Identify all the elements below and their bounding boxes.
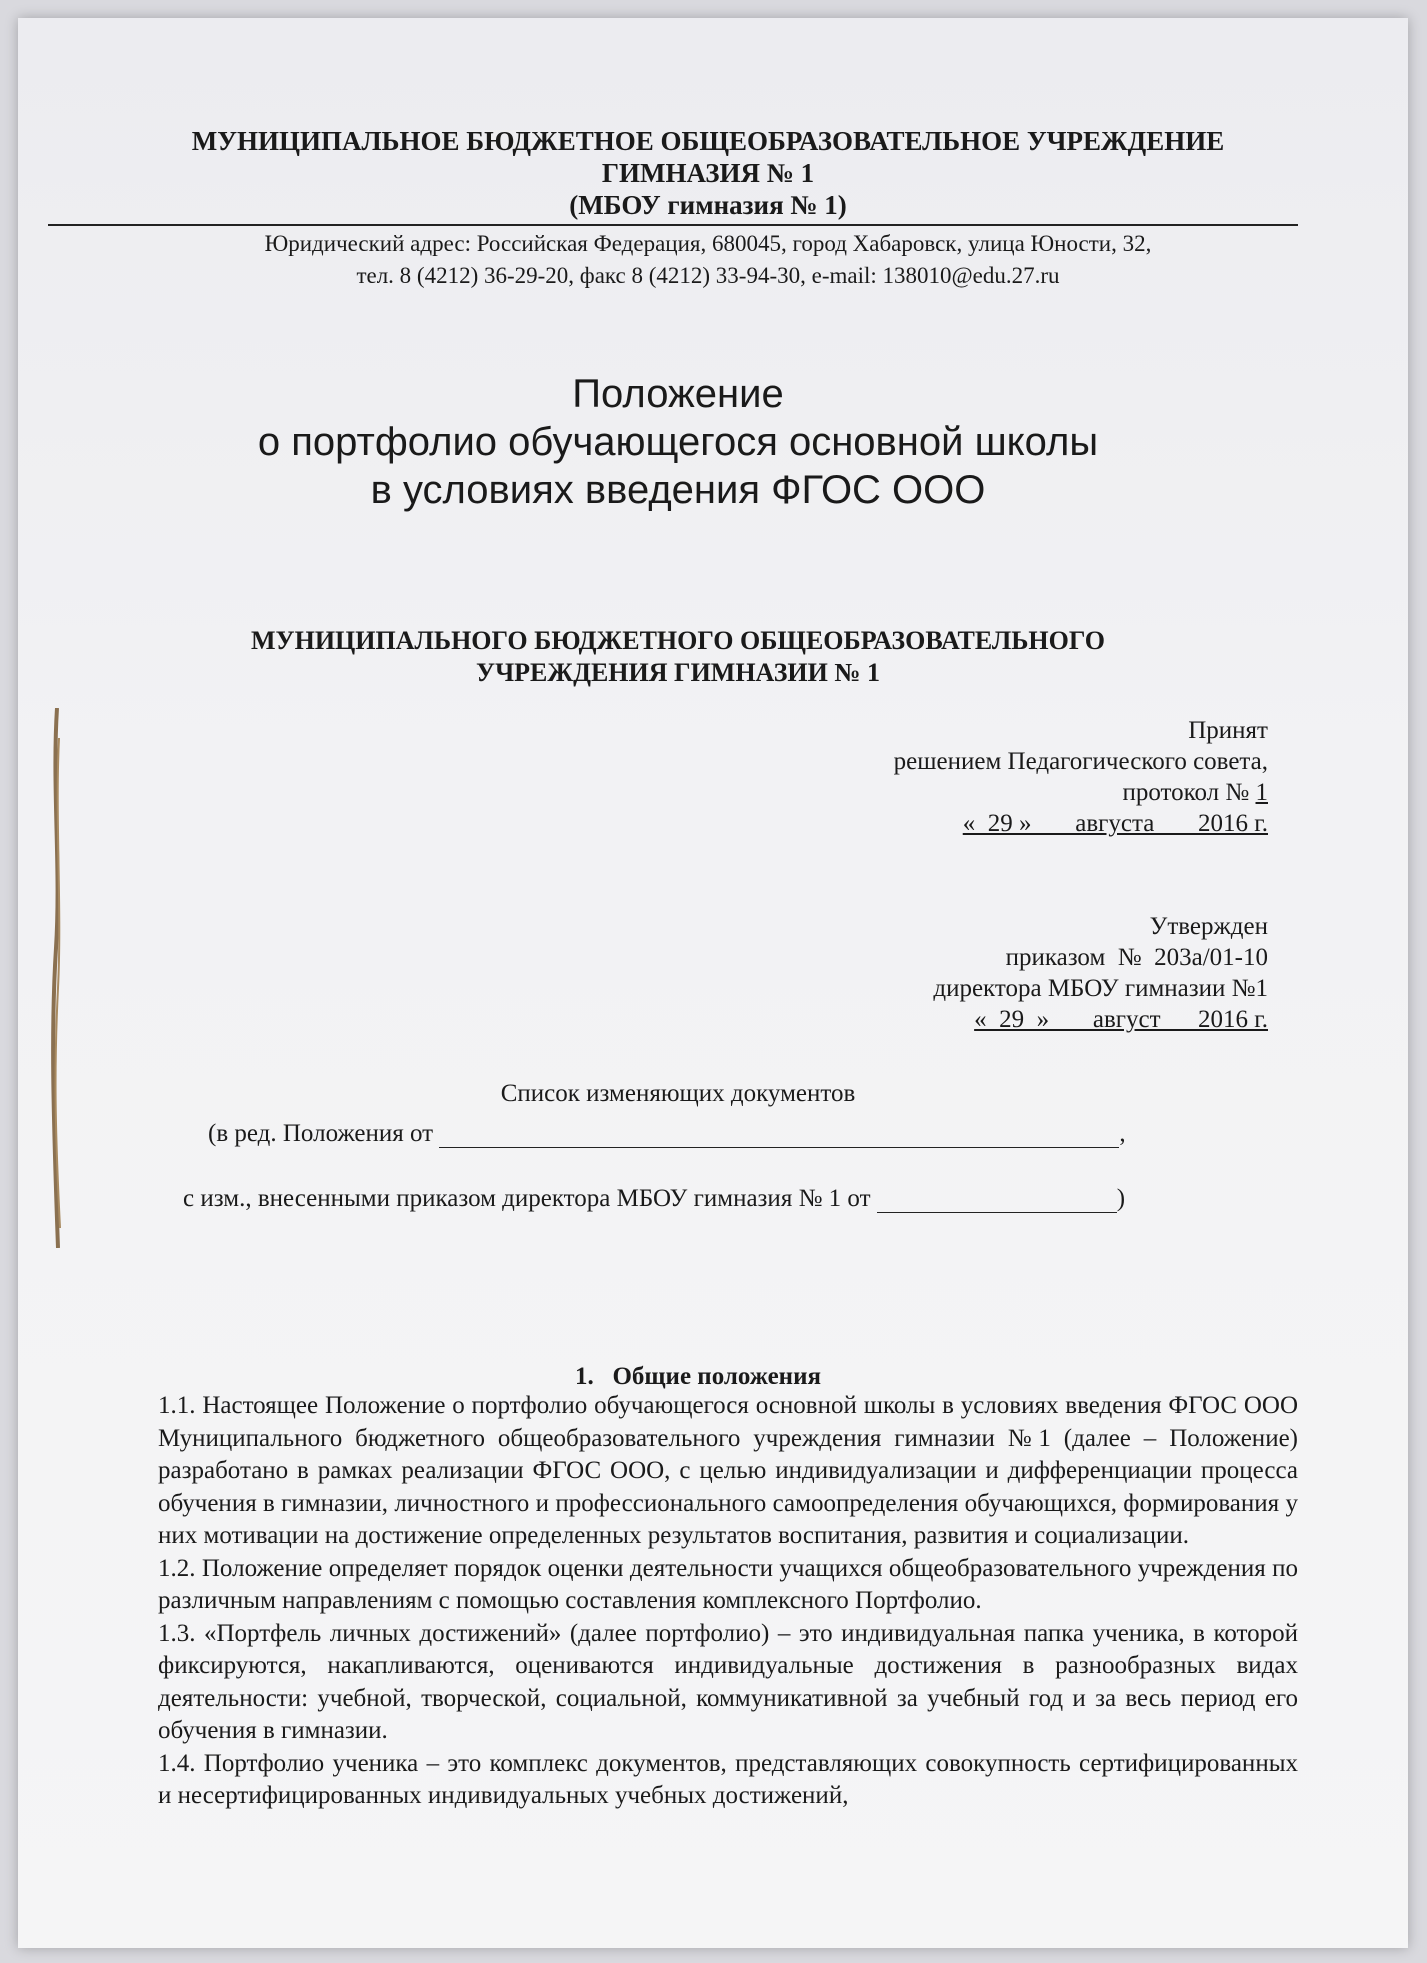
- org-address: [118, 228, 1298, 292]
- institution-line1: МУНИЦИПАЛЬНОГО БЮДЖЕТНОГО ОБЩЕОБРАЗОВАТЕЛЬНОГО: [250, 626, 1105, 655]
- blank-field: [439, 1125, 1119, 1148]
- section-body: [158, 1390, 1298, 1813]
- protocol-number: 1: [1255, 779, 1268, 806]
- title-line1: Положение: [572, 372, 784, 416]
- org-name-short: (МБОУ гимназия № 1): [569, 190, 847, 220]
- approved-order: приказом № 203а/01-10: [1005, 944, 1268, 971]
- changes-line1-prefix: (в ред. Положения от: [208, 1120, 434, 1147]
- org-name-line2: ГИМНАЗИЯ № 1: [601, 158, 815, 188]
- changes-line2: [183, 1185, 1125, 1213]
- header-rule: [48, 224, 1298, 226]
- institution-line2: УЧРЕЖДЕНИЯ ГИМНАЗИИ № 1: [475, 658, 880, 687]
- changes-line1: [208, 1120, 1126, 1148]
- changes-title: Список изменяющих документов: [500, 1080, 856, 1107]
- accepted-label: Принят: [1188, 717, 1268, 744]
- accepted-block: [708, 715, 1268, 839]
- approved-date: « 29 » август 2016 г.: [974, 1006, 1268, 1033]
- institution-name: [178, 625, 1178, 689]
- approved-by: директора МБОУ гимназии №1: [933, 975, 1268, 1002]
- address-line: Юридический адрес: Российская Федерация, 680045, город Хабаровск, улица Юности, 32,: [264, 231, 1152, 256]
- changes-line1-suffix: ,: [1119, 1120, 1126, 1147]
- paragraph-1-3: 1.3. «Портфель личных достижений» (далее портфолио) – это индивидуальная папка ученика, в которой фиксируются, накапливаются, оцениваются индивидуальные достижения в разнообразных видах деятельности: учебной, творческой, социальной, коммуникативной за учебный год и за весь период его обучения в гимназии.: [158, 1619, 1298, 1744]
- paragraph-1-2: 1.2. Положение определяет порядок оценки деятельности учащихся общеобразовательного учреждения по различным направлениям с помощью составления комплексного Портфолио.: [158, 1554, 1298, 1614]
- paragraph-1-4: 1.4. Портфолио ученика – это комплекс документов, представляющих совокупность сертифицированных и несертифицированных индивидуальных учебных достижений,: [158, 1749, 1298, 1809]
- accepted-date: « 29 » августа 2016 г.: [962, 810, 1268, 837]
- binding-thread: [48, 708, 66, 1248]
- blank-field: [877, 1190, 1117, 1213]
- title-line2: о портфолио обучающегося основной школы: [257, 420, 1099, 464]
- org-name-line1: МУНИЦИПАЛЬНОЕ БЮДЖЕТНОЕ ОБЩЕОБРАЗОВАТЕЛЬНОЕ УЧРЕЖДЕНИЕ: [191, 126, 1225, 156]
- changes-line2-prefix: с изм., внесенными приказом директора МБОУ гимназия № 1 от: [183, 1185, 871, 1212]
- paragraph-1-1: 1.1. Настоящее Положение о портфолио обучающегося основной школы в условиях введения ФГОС ООО Муниципального бюджетного общеобразовательного учреждения гимназии №1 (далее – Положение) разработано в рамках реализации ФГОС ООО, с целью индивидуализации и дифференциации процесса обучения в гимназии, личностного и профессионального самоопределения обучающихся, формирования у них мотивации на достижение определенных результатов воспитания, развития и социализации.: [158, 1392, 1298, 1549]
- document-page: [18, 18, 1408, 1948]
- changes-line2-suffix: ): [1116, 1185, 1126, 1212]
- contacts-line: тел. 8 (4212) 36-29-20, факс 8 (4212) 33-94-30, e-mail: 138010@edu.27.ru: [356, 263, 1060, 288]
- org-header: [118, 125, 1298, 221]
- approved-block: [708, 911, 1268, 1035]
- section-title: 1. Общие положения: [574, 1363, 821, 1390]
- protocol-prefix: протокол №: [1122, 779, 1256, 806]
- accepted-by: решением Педагогического совета,: [893, 748, 1268, 775]
- document-title: [178, 370, 1178, 514]
- protocol-line: [708, 777, 1268, 808]
- title-line3: в условиях введения ФГОС ООО: [370, 468, 986, 512]
- approved-label: Утвержден: [1149, 913, 1268, 940]
